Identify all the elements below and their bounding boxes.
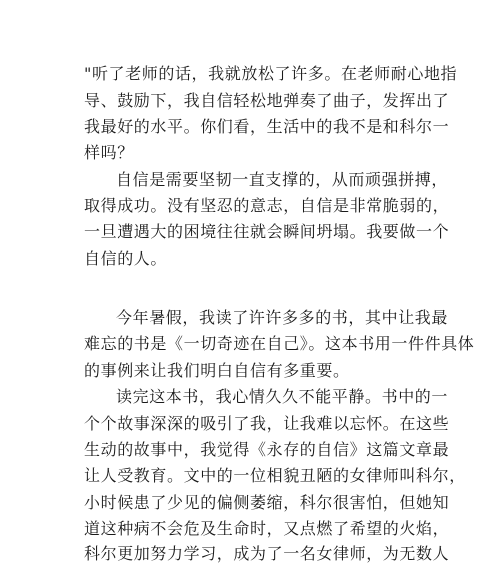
text-line: 导、鼓励下，我自信轻松地弹奏了曲子，发挥出了 [84,91,450,110]
text-line: 样吗？ [84,143,134,162]
text-line: 取得成功。没有坚忍的意志，自信是非常脆弱的， [84,196,450,215]
text-line: 生动的故事中，我觉得《永存的自信》这篇文章最 [84,440,450,459]
text-line: 小时候患了少见的偏侧萎缩，科尔很害怕，但她知 [84,493,450,512]
text-line: 读完这本书，我心情久久不能平静。书中的一 [116,387,449,406]
text-line: 难忘的书是《一切奇迹在自己》。这本书用一件件具体 [84,334,475,353]
text-line: 道这种病不会危及生命时，又点燃了希望的火焰， [84,519,450,538]
text-line: 让人受教育。文中的一位相貌丑陋的女律师叫科尔， [84,466,466,485]
text-line: 今年暑假，我读了许许多多的书，其中让我最 [116,308,449,327]
text-line: 自信的人。 [84,249,168,268]
text-line: 我最好的水平。你们看，生活中的我不是和科尔一 [84,117,450,136]
text-line: 一旦遭遇大的困境往往就会瞬间坍塌。我要做一个 [84,222,450,241]
text-line: 个个故事深深的吸引了我，让我难以忘怀。在这些 [84,414,450,433]
text-line: 的事例来让我们明白自信有多重要。 [84,361,350,380]
text-line: 科尔更加努力学习，成为了一名女律师，为无数人 [84,544,450,563]
text-line: 自信是需要坚韧一直支撑的，从而顽强拼搏， [116,170,449,189]
text-line: "听了老师的话，我就放松了许多。在老师耐心地指 [84,64,458,83]
